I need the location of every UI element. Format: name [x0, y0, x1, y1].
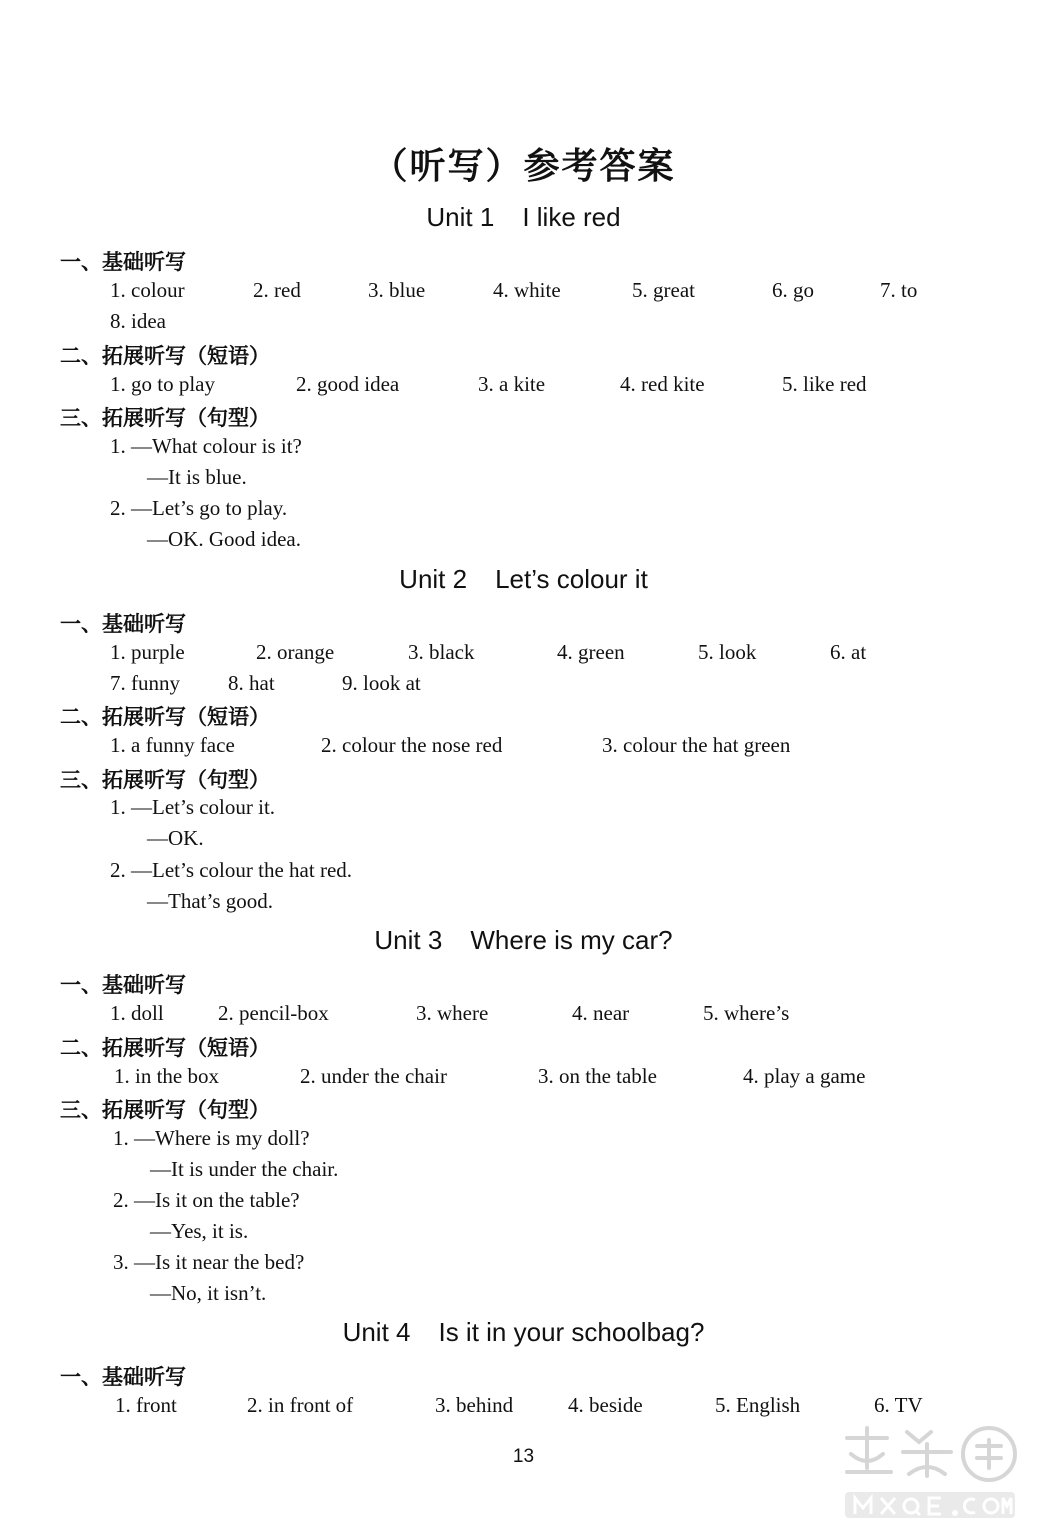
unit-label: Unit 3 — [374, 925, 443, 955]
sentence-line: —Yes, it is. — [150, 1219, 249, 1243]
answer-item: 6. go — [772, 278, 814, 302]
answer-item: 4. red kite — [620, 372, 705, 396]
page-number: 13 — [512, 1446, 535, 1467]
answer-item: 1. go to play — [110, 372, 215, 396]
answer-item: 1. purple — [110, 640, 185, 664]
section-heading: 三、拓展听写（句型） — [60, 406, 270, 430]
sentence-line: 1. —Where is my doll? — [113, 1126, 310, 1150]
page-title: （听写）参考答案 — [371, 146, 676, 187]
answer-item: 4. white — [493, 278, 561, 302]
section-heading: 一、基础听写 — [60, 973, 186, 997]
section-heading: 三、拓展听写（句型） — [60, 1098, 270, 1122]
section-heading: 二、拓展听写（短语） — [60, 1036, 270, 1060]
sentence-line: 1. —Let’s colour it. — [110, 795, 276, 819]
sentence-line: —No, it isn’t. — [150, 1281, 267, 1305]
section-heading: 二、拓展听写（短语） — [60, 344, 270, 368]
answer-item: 2. under the chair — [300, 1064, 447, 1088]
answer-item: 1. in the box — [114, 1064, 219, 1088]
sentence-line: 3. —Is it near the bed? — [113, 1250, 305, 1274]
unit-label: Unit 4 — [342, 1317, 411, 1347]
sentence-line: —OK. — [147, 826, 204, 850]
answer-item: 2. colour the nose red — [321, 733, 503, 757]
unit-heading — [0, 925, 1047, 956]
answer-item: 3. where — [416, 1001, 489, 1025]
answer-item: 2. in front of — [247, 1393, 354, 1417]
answer-item: 8. idea — [110, 309, 166, 333]
answer-item: 7. to — [880, 278, 918, 302]
unit-heading — [0, 1317, 1047, 1348]
section-heading: 一、基础听写 — [60, 612, 186, 636]
answer-item: 3. blue — [368, 278, 426, 302]
answer-item: 1. front — [115, 1393, 177, 1417]
answer-item: 2. pencil-box — [218, 1001, 329, 1025]
answer-item: 5. English — [715, 1393, 801, 1417]
answer-item: 2. good idea — [296, 372, 400, 396]
answer-item: 7. funny — [110, 671, 180, 695]
unit-name: I like red — [522, 202, 621, 232]
unit-heading — [0, 564, 1047, 595]
unit-name: Is it in your schoolbag? — [438, 1317, 705, 1347]
answer-item: 3. a kite — [478, 372, 546, 396]
sentence-line: 2. —Is it on the table? — [113, 1188, 300, 1212]
answer-item: 4. play a game — [743, 1064, 866, 1088]
answer-item: 3. on the table — [538, 1064, 657, 1088]
section-heading: 三、拓展听写（句型） — [60, 768, 270, 792]
answer-item: 4. near — [572, 1001, 630, 1025]
answer-item: 5. great — [632, 278, 695, 302]
answer-item: 1. a funny face — [110, 733, 235, 757]
answer-item: 5. where’s — [703, 1001, 790, 1025]
answer-item: 1. colour — [110, 278, 185, 302]
answer-item: 9. look at — [342, 671, 421, 695]
answer-item: 5. like red — [782, 372, 867, 396]
section-heading: 二、拓展听写（短语） — [60, 705, 270, 729]
sentence-line: —It is under the chair. — [150, 1157, 339, 1181]
section-heading: 一、基础听写 — [60, 1365, 186, 1389]
answer-item: 6. TV — [874, 1393, 923, 1417]
answer-item: 6. at — [830, 640, 867, 664]
answer-item: 4. green — [557, 640, 625, 664]
sentence-line: —It is blue. — [147, 465, 247, 489]
answer-item: 3. colour the hat green — [602, 733, 791, 757]
answer-item: 3. behind — [435, 1393, 514, 1417]
watermark-logo — [837, 1418, 1027, 1528]
unit-label: Unit 1 — [426, 202, 495, 232]
answer-item: 4. beside — [568, 1393, 643, 1417]
unit-name: Where is my car? — [470, 925, 673, 955]
unit-heading — [0, 202, 1047, 233]
section-heading: 一、基础听写 — [60, 250, 186, 274]
answer-item: 8. hat — [228, 671, 275, 695]
answer-item: 3. black — [408, 640, 475, 664]
sentence-line: 2. —Let’s go to play. — [110, 496, 288, 520]
unit-label: Unit 2 — [399, 564, 468, 594]
sentence-line: —OK. Good idea. — [147, 527, 301, 551]
sentence-line: 2. —Let’s colour the hat red. — [110, 858, 353, 882]
answer-item: 2. orange — [256, 640, 335, 664]
answer-item: 1. doll — [110, 1001, 164, 1025]
unit-name: Let’s colour it — [495, 564, 648, 594]
answer-item: 5. look — [698, 640, 757, 664]
sentence-line: 1. —What colour is it? — [110, 434, 302, 458]
answer-item: 2. red — [253, 278, 301, 302]
sentence-line: —That’s good. — [147, 889, 273, 913]
